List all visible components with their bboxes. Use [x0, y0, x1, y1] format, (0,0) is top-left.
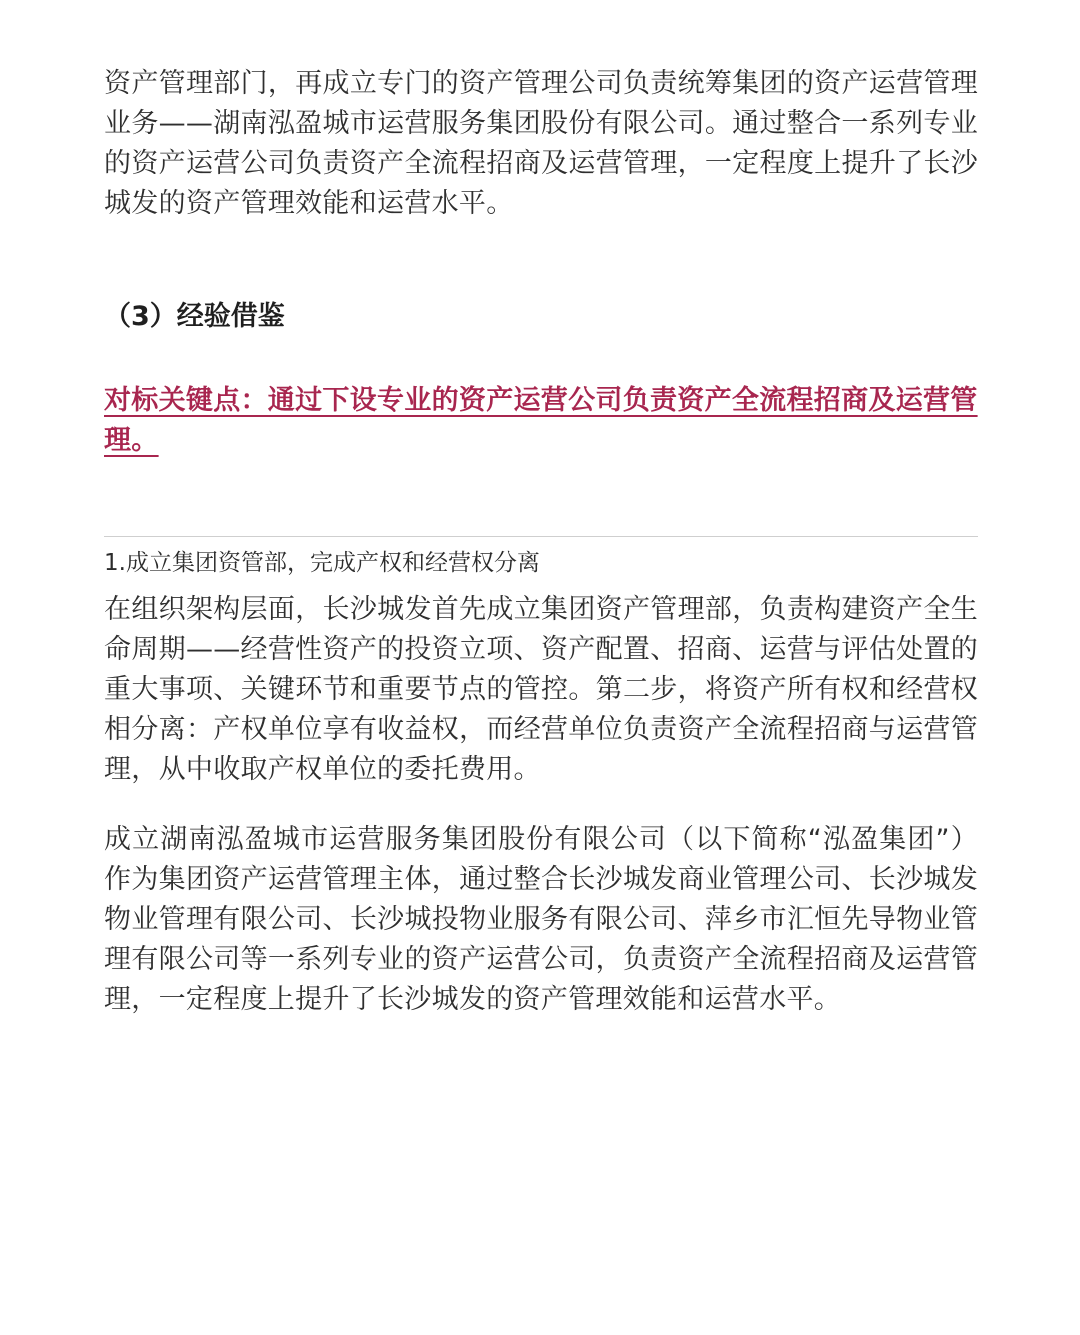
article-page	[104, 64, 978, 1015]
section-heading: （3）经验借鉴	[104, 301, 285, 332]
paragraph-hongying-group: 成立湖南泓盈城市运营服务集团股份有限公司（以下简称“泓盈集团”）作为集团资产运营管理主体，通过整合长沙城发商业管理公司、长沙城发物业管理有限公司、长沙城投物业服务有限公司、萍乡市汇恒先导物业管理有限公司等一系列专业的资产运营公司，负责资产全流程招商及运营管理，一定程度上提升了长沙城发的资产管理效能和运营水平。	[104, 824, 978, 1015]
paragraph-org-structure: 在组织架构层面，长沙城发首先成立集团资产管理部，负责构建资产全生命周期——经营性资产的投资立项、资产配置、招商、运营与评估处置的重大事项、关键环节和重要节点的管控。第二步，将资产所有权和经营权相分离：产权单位享有收益权，而经营单位负责资产全流程招商与运营管理，从中收取产权单位的委托费用。	[104, 594, 978, 785]
section-divider	[104, 536, 978, 537]
key-point-text: 对标关键点：通过下设专业的资产运营公司负责资产全流程招商及运营管理。	[104, 385, 978, 456]
key-point-callout	[104, 381, 978, 461]
subsection-title: 1.成立集团资管部，完成产权和经营权分离	[104, 550, 540, 576]
intro-paragraph: 资产管理部门，再成立专门的资产管理公司负责统筹集团的资产运营管理业务——湖南泓盈城市运营服务集团股份有限公司。通过整合一系列专业的资产运营公司负责资产全流程招商及运营管理，一定程度上提升了长沙城发的资产管理效能和运营水平。	[104, 68, 978, 219]
